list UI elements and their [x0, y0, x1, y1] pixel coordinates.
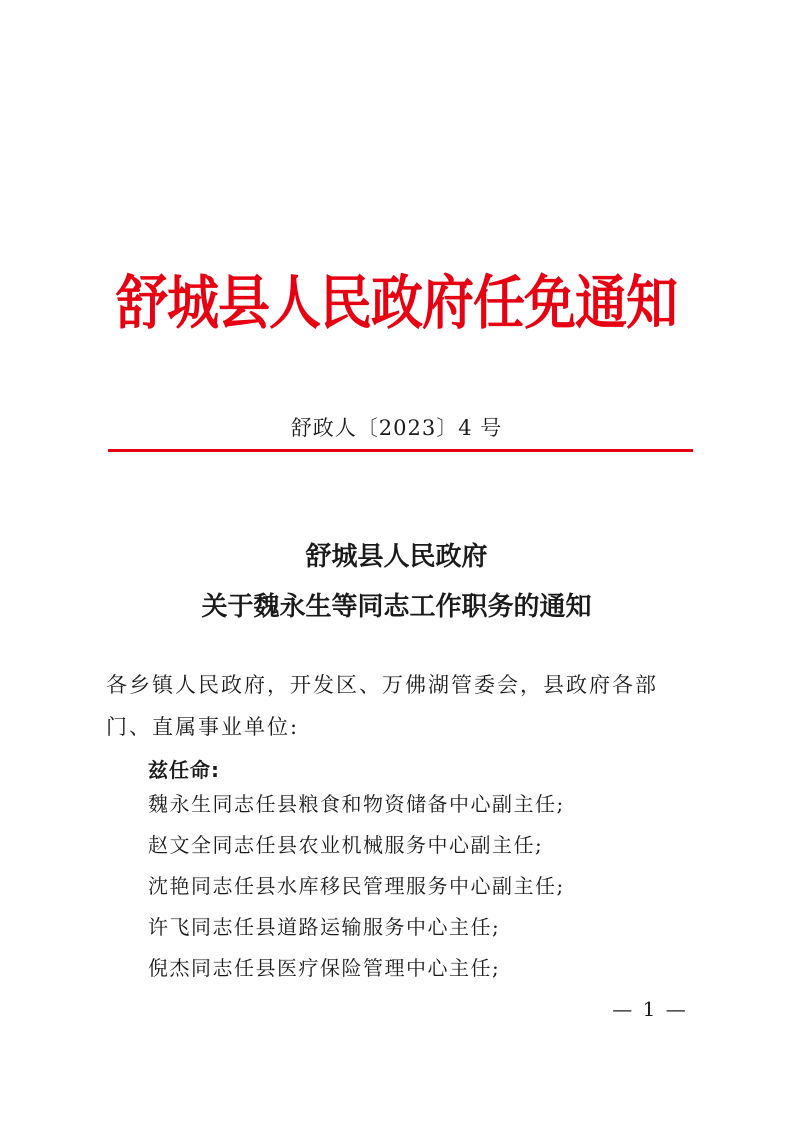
red-header-title: 舒城县人民政府任免通知 — [115, 269, 677, 338]
document-title-line-2: 关于魏永生等同志工作职务的通知 — [201, 592, 592, 622]
appointment-item: 沈艳同志任县水库移民管理服务中心副主任; — [148, 874, 565, 898]
appointment-item: 许飞同志任县道路运输服务中心主任; — [148, 915, 501, 939]
document-title — [0, 532, 793, 632]
appointment-item: 赵文全同志任县农业机械服务中心副主任; — [148, 833, 544, 857]
appointment-list — [148, 784, 708, 989]
appointment-item: 魏永生同志任县粮食和物资储备中心副主任; — [148, 792, 565, 816]
document-title-line-1: 舒城县人民政府 — [305, 542, 488, 572]
document-number: 舒政人〔2023〕4 号 — [290, 416, 503, 440]
appointment-heading: 兹任命: — [148, 758, 220, 782]
addressee-paragraph: 各乡镇人民政府，开发区、万佛湖管委会，县政府各部门、直属事业单位: — [106, 673, 658, 739]
page-number: — 1 — — [612, 997, 688, 1021]
red-divider-line — [108, 449, 693, 452]
appointment-item: 倪杰同志任县医疗保险管理中心主任; — [148, 956, 501, 980]
